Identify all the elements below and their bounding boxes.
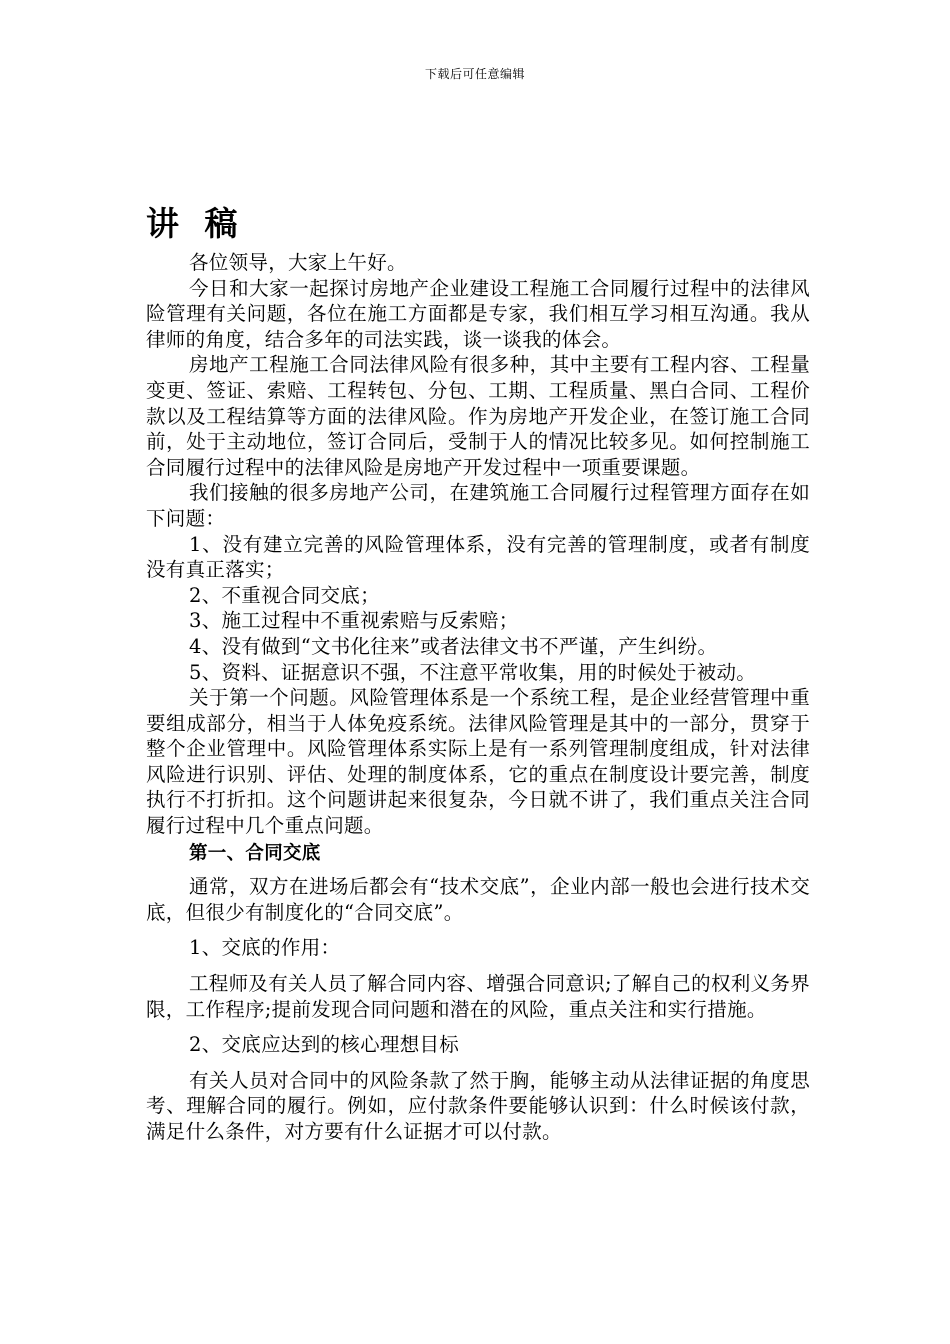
- subheading-briefing-purpose: 1、交底的作用：: [189, 936, 341, 960]
- paragraph-briefing-purpose: 工程师及有关人员了解合同内容、增强合同意识;了解自己的权利义务界限，工作程序;提前发现合同问题和潜在的风险，重点关注和实行措施。: [146, 972, 810, 1021]
- paragraph-risk-types: 房地产工程施工合同法律风险有很多种，其中主要有工程内容、工程量变更、签证、索赔、工程转包、分包、工期、工程质量、黑白合同、工程价款以及工程结算等方面的法律风险。作为房地产开发企业，在签订施工合同前，处于主动地位，签订合同后，受制于人的情况比较多见。如何控制施工合同履行过程中的法律风险是房地产开发过程中一项重要课题。: [146, 353, 810, 479]
- paragraph-technical-briefing: 通常，双方在进场后都会有“技术交底”，企业内部一般也会进行技术交底，但很少有制度化的“合同交底”。: [146, 875, 810, 924]
- document-title: 讲 稿: [146, 204, 245, 243]
- paragraph-problems-intro: 我们接触的很多房地产公司，在建筑施工合同履行过程管理方面存在如下问题：: [146, 481, 810, 530]
- list-item-problem-4: 4、没有做到“文书化往来”或者法律文书不严谨，产生纠纷。: [189, 634, 718, 658]
- section-heading-contract-briefing: 第一、合同交底: [189, 842, 321, 864]
- list-item-problem-5: 5、资料、证据意识不强，不注意平常收集，用的时候处于被动。: [189, 660, 757, 684]
- page-header-note: 下载后可任意编辑: [424, 67, 525, 81]
- paragraph-briefing-goal: 有关人员对合同中的风险条款了然于胸，能够主动从法律证据的角度思考、理解合同的履行。例如，应付款条件要能够认识到：什么时候该付款，满足什么条件，对方要有什么证据才可以付款。: [146, 1068, 810, 1143]
- list-item-problem-3: 3、施工过程中不重视索赔与反索赔；: [189, 609, 519, 633]
- paragraph-first-problem: 关于第一个问题。风险管理体系是一个系统工程，是企业经营管理中重要组成部分，相当于人体免疫系统。法律风险管理是其中的一部分，贯穿于整个企业管理中。风险管理体系实际上是有一系列管理制度组成，针对法律风险进行识别、评估、处理的制度体系，它的重点在制度设计要完善，制度执行不打折扣。这个问题讲起来很复杂，今日就不讲了，我们重点关注合同履行过程中几个重点问题。: [146, 686, 810, 838]
- paragraph-intro: 今日和大家一起探讨房地产企业建设工程施工合同履行过程中的法律风险管理有关问题，各位在施工方面都是专家，我们相互学习相互沟通。我从律师的角度，结合多年的司法实践，谈一谈我的体会。: [146, 276, 810, 351]
- document-body: [146, 250, 810, 1145]
- list-item-problem-1: 1、没有建立完善的风险管理体系，没有完善的管理制度，或者有制度没有真正落实；: [146, 532, 810, 582]
- subheading-briefing-goal: 2、交底应达到的核心理想目标: [189, 1033, 460, 1057]
- list-item-problem-2: 2、不重视合同交底；: [189, 583, 380, 607]
- paragraph-greeting: 各位领导，大家上午好。: [189, 251, 407, 274]
